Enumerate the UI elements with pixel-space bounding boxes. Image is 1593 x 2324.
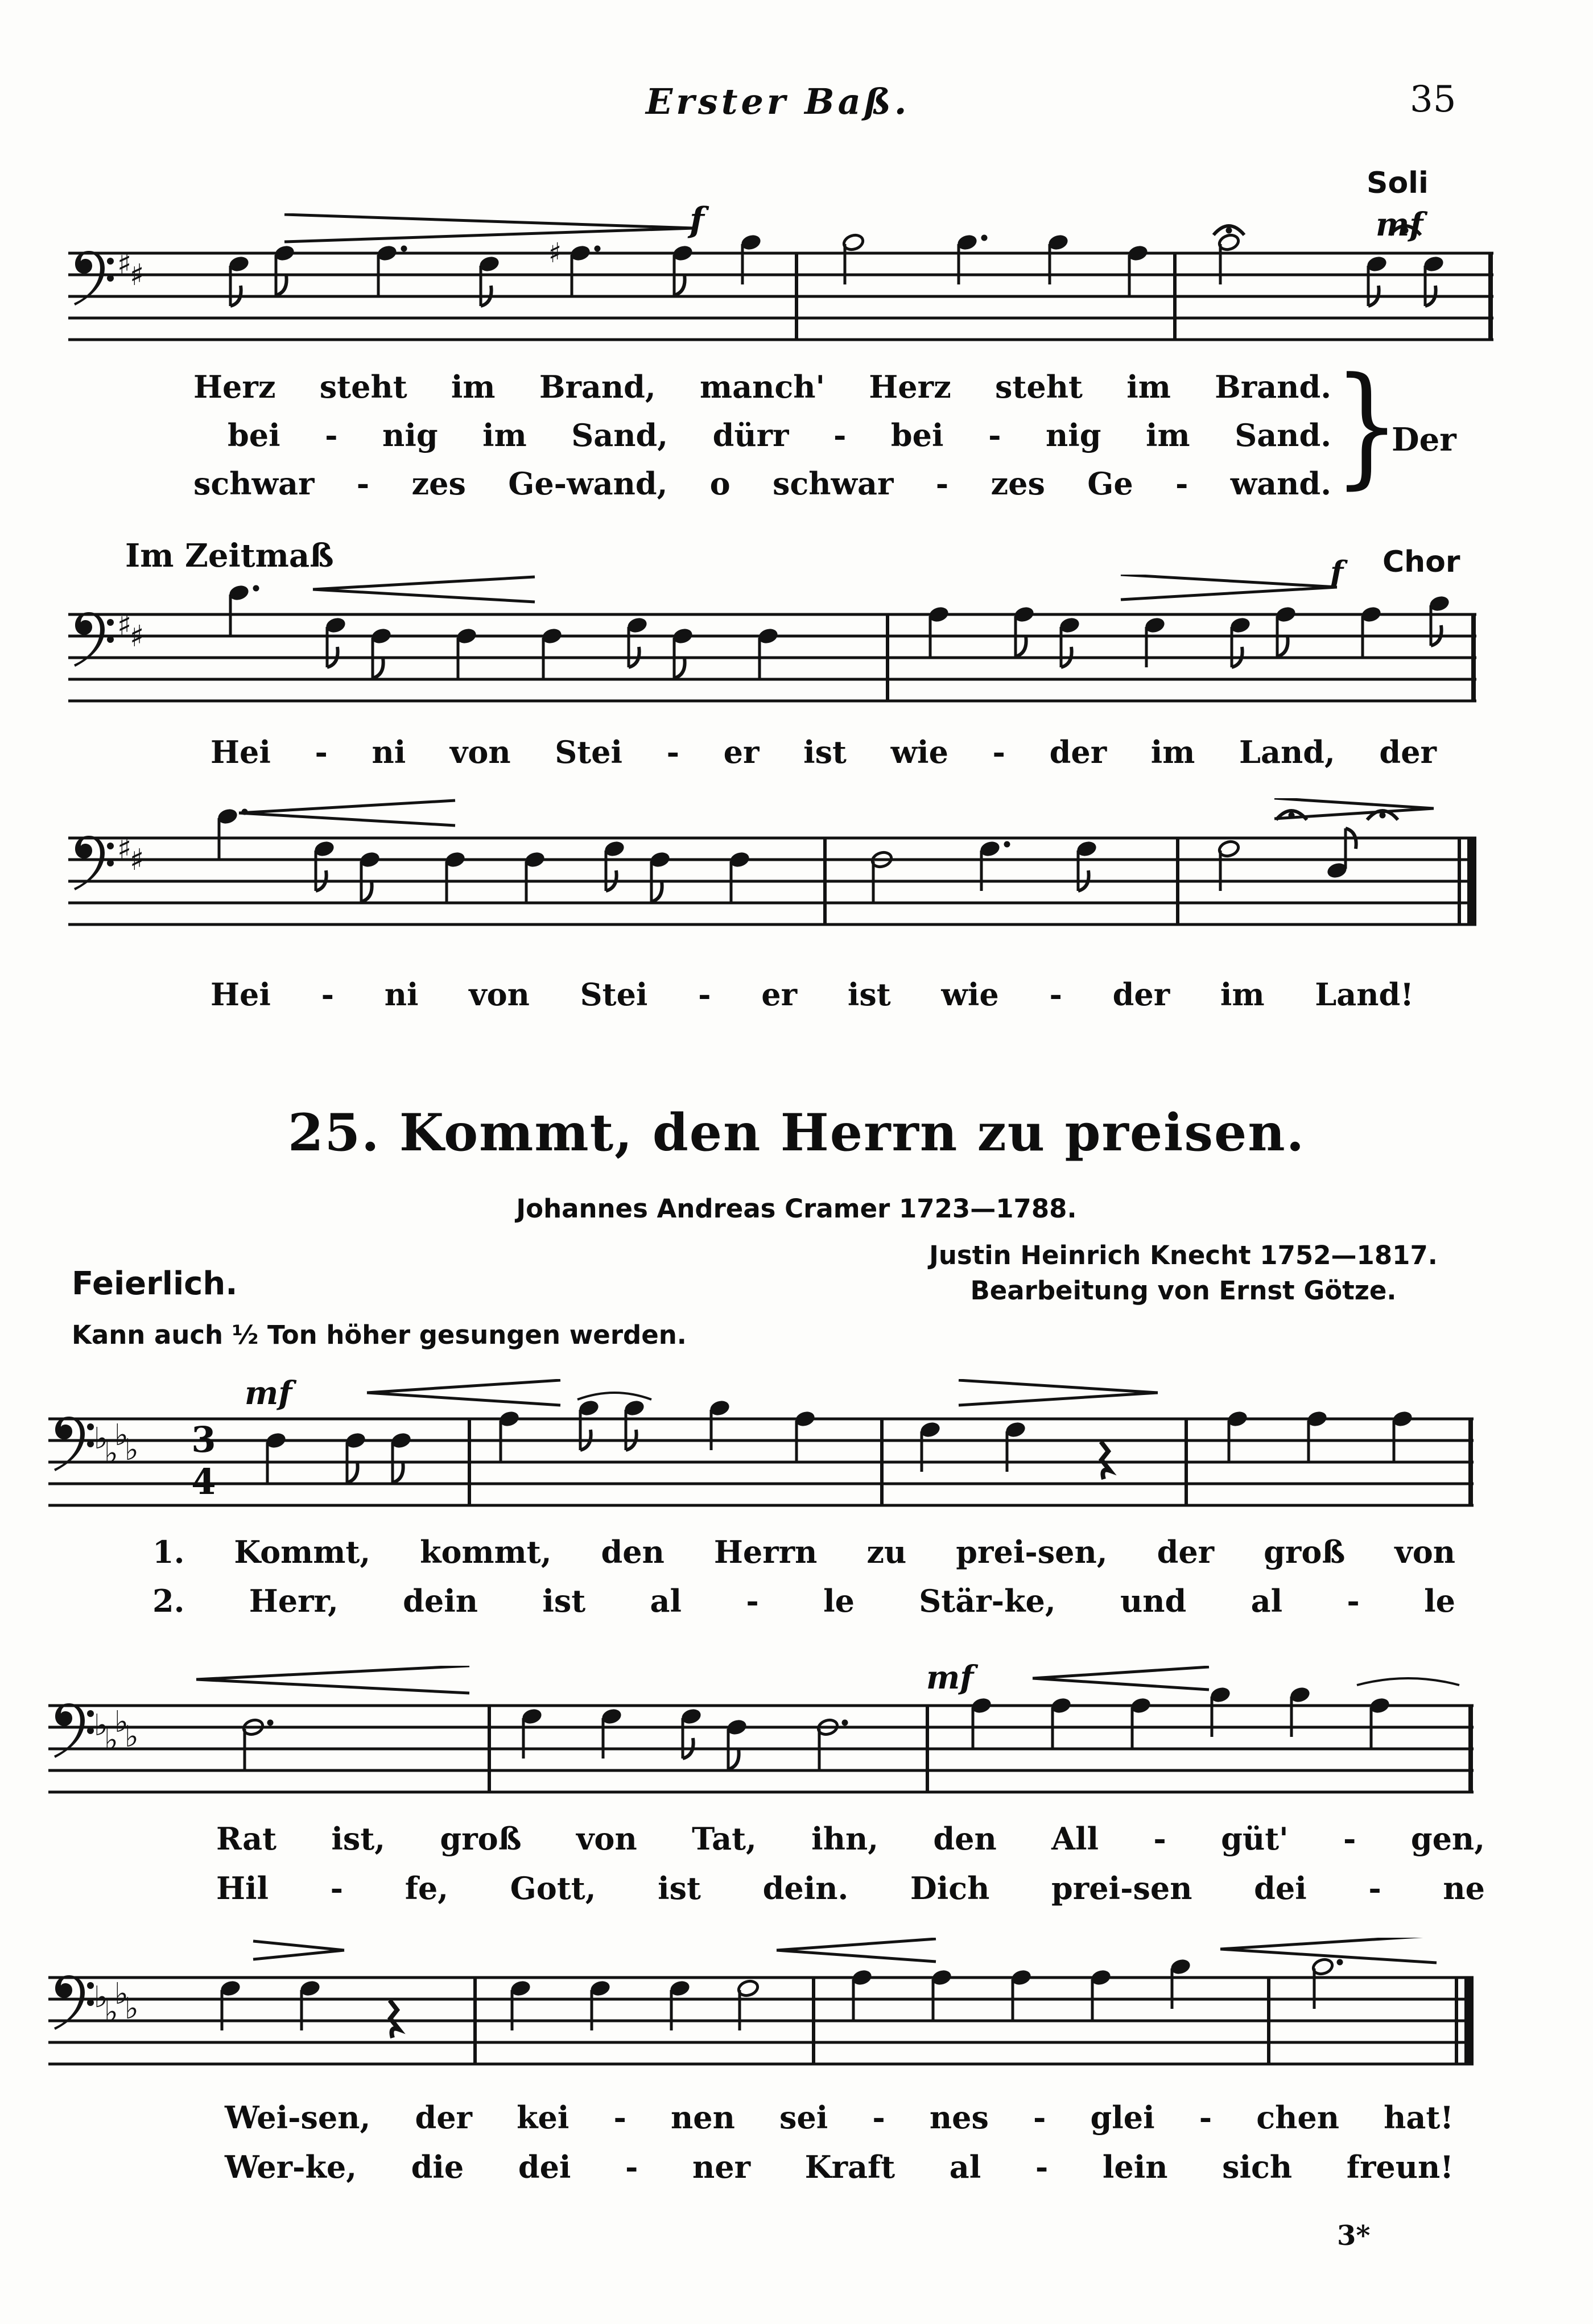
continuation-word: Der xyxy=(1392,421,1456,459)
dynamic-mf-song25-system2: mf xyxy=(926,1659,974,1696)
lyricist-credit: Johannes Andreas Cramer 1723—1788. xyxy=(516,1194,1077,1224)
lyrics-s25-line3-verse2: Wer-ke, die dei - ner Kraft al - lein sich freun! xyxy=(225,2149,1454,2185)
svg-text:♭: ♭ xyxy=(94,1422,108,1456)
lyrics-verse-ending-1: Herz steht im Brand, manch' Herz steht im Brand. xyxy=(193,369,1331,405)
chor-label: Chor xyxy=(1382,545,1460,579)
svg-text:♭: ♭ xyxy=(104,1723,118,1757)
dynamic-f-system1: f xyxy=(690,200,704,240)
lyrics-s25-line1-verse1: 1. Kommt, kommt, den Herrn zu prei-sen, der groß von xyxy=(152,1534,1455,1570)
performance-note: Kann auch ½ Ton höher gesungen werden. xyxy=(72,1320,687,1350)
svg-text:♭: ♭ xyxy=(125,1992,139,2026)
staff-system-2 xyxy=(68,575,1502,745)
lyrics-verse-ending-3: schwar - zes Ge-wand, o schwar - zes Ge - wand. xyxy=(193,465,1331,502)
svg-text:♯: ♯ xyxy=(548,237,562,269)
soli-label: Soli xyxy=(1367,166,1429,200)
staff-system-6 xyxy=(48,1938,1488,2108)
svg-text:♯: ♯ xyxy=(117,608,132,642)
time-signature-upper: 3 xyxy=(191,1419,216,1460)
svg-text:♯: ♯ xyxy=(130,620,145,654)
lyrics-s25-line2-verse1: Rat ist, groß von Tat, ihn, den All - güt' - gen, xyxy=(216,1821,1485,1857)
dynamic-mf-song25-system1: mf xyxy=(245,1374,292,1412)
time-signature-lower: 4 xyxy=(191,1461,216,1502)
svg-text:♯: ♯ xyxy=(117,247,132,281)
lyrics-verse-ending-2: bei - nig im Sand, dürr - bei - nig im Sand. xyxy=(228,417,1331,453)
arranger-credit: Bearbeitung von Ernst Götze. xyxy=(970,1275,1397,1306)
tempo-marking-im-zeitmass: Im Zeitmaß xyxy=(125,537,334,575)
tempo-marking-feierlich: Feierlich. xyxy=(72,1265,238,1302)
page-number: 35 xyxy=(1410,79,1456,121)
sheet-signature-mark: 3* xyxy=(1337,2220,1371,2252)
verse-brace: } xyxy=(1334,350,1401,502)
staff-system-1 xyxy=(68,213,1502,384)
staff-system-5 xyxy=(48,1666,1488,1836)
lyrics-system-3: Hei - ni von Stei - er ist wie - der im Land! xyxy=(211,976,1414,1013)
staff-system-3 xyxy=(68,798,1502,969)
svg-text:♯: ♯ xyxy=(130,258,145,292)
svg-text:♭: ♭ xyxy=(94,1708,108,1743)
composer-credit: Justin Heinrich Knecht 1752—1817. xyxy=(929,1240,1438,1270)
svg-text:♭: ♭ xyxy=(114,1418,129,1452)
svg-text:♭: ♭ xyxy=(114,1977,129,2011)
running-title: Erster Baß. xyxy=(646,81,910,122)
lyrics-system-2: Hei - ni von Stei - er ist wie - der im Land, der xyxy=(211,734,1437,770)
dynamic-mf-system1: mf xyxy=(1376,206,1423,243)
lyrics-s25-line1-verse2: 2. Herr, dein ist al - le Stär-ke, und al - le xyxy=(152,1583,1455,1619)
dynamic-f-system2: f xyxy=(1330,554,1344,591)
svg-text:♭: ♭ xyxy=(125,1720,139,1754)
song-title: 25. Kommt, den Herrn zu preisen. xyxy=(287,1103,1306,1163)
lyrics-s25-line2-verse2: Hil - fe, Gott, ist dein. Dich prei-sen dei - ne xyxy=(216,1870,1485,1906)
svg-text:♭: ♭ xyxy=(114,1705,129,1739)
svg-text:♭: ♭ xyxy=(104,1436,118,1471)
svg-text:♯: ♯ xyxy=(130,843,145,877)
staff-system-4 xyxy=(48,1379,1488,1550)
svg-text:♭: ♭ xyxy=(94,1980,108,2015)
lyrics-s25-line3-verse1: Wei-sen, der kei - nen sei - nes - glei - chen hat! xyxy=(225,2099,1454,2136)
svg-text:♯: ♯ xyxy=(117,832,132,866)
svg-text:♭: ♭ xyxy=(104,1995,118,2029)
svg-text:♭: ♭ xyxy=(125,1433,139,1467)
